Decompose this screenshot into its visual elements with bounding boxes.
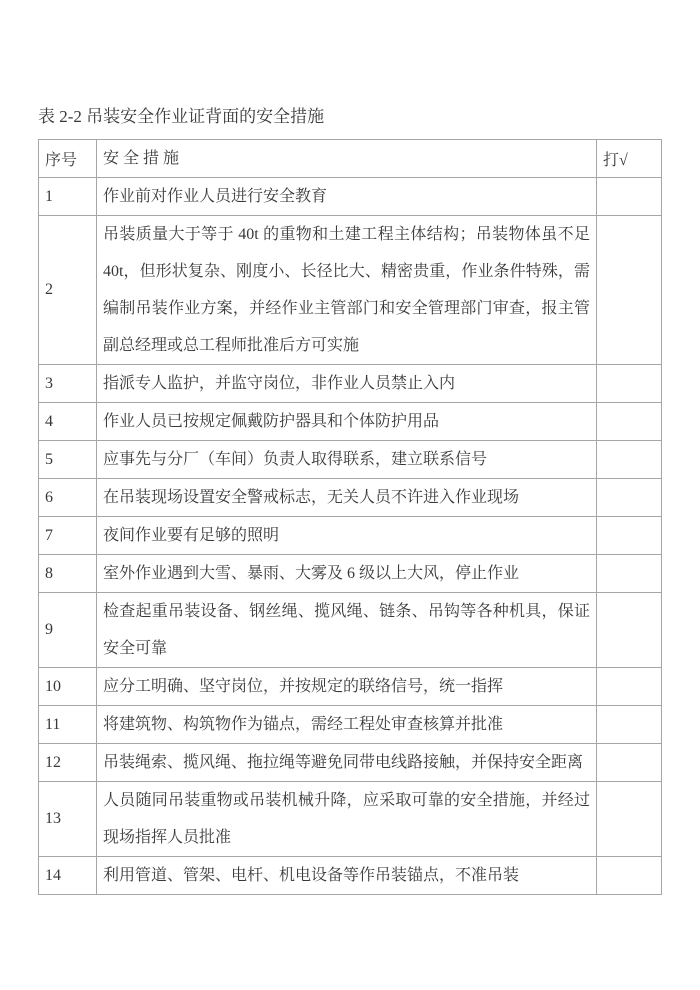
measure-text-cell: 将建筑物、构筑物作为锚点，需经工程处审查核算并批准: [97, 706, 597, 744]
table-row: [39, 744, 662, 782]
measure-text-cell: 应事先与分厂（车间）负责人取得联系，建立联系信号: [97, 441, 597, 479]
row-number-cell: 6: [39, 479, 97, 517]
table-row: [39, 706, 662, 744]
table-row: [39, 782, 662, 857]
table-caption: 表 2-2 吊装安全作业证背面的安全措施: [38, 107, 325, 126]
check-mark-cell: [597, 365, 662, 403]
safety-measures-table: [38, 139, 662, 895]
check-mark-cell: [597, 216, 662, 365]
check-mark-cell: [597, 441, 662, 479]
row-number-cell: 4: [39, 403, 97, 441]
table-row: [39, 216, 662, 365]
table-row: [39, 365, 662, 403]
check-mark-cell: [597, 479, 662, 517]
row-number-cell: 9: [39, 593, 97, 668]
table-row: [39, 555, 662, 593]
check-mark-cell: [597, 782, 662, 857]
measure-text-cell: 吊装绳索、揽风绳、拖拉绳等避免同带电线路接触，并保持安全距离: [97, 744, 597, 782]
measure-text-cell: 检查起重吊装设备、钢丝绳、揽风绳、链条、吊钩等各种机具，保证安全可靠: [97, 593, 597, 668]
row-number-cell: 12: [39, 744, 97, 782]
row-number-cell: 13: [39, 782, 97, 857]
row-number-cell: 7: [39, 517, 97, 555]
row-number-cell: 10: [39, 668, 97, 706]
row-number-cell: 1: [39, 178, 97, 216]
row-number-cell: 14: [39, 857, 97, 895]
measure-text-cell: 应分工明确、坚守岗位，并按规定的联络信号，统一指挥: [97, 668, 597, 706]
table-row: [39, 593, 662, 668]
measure-text-cell: 室外作业遇到大雪、暴雨、大雾及 6 级以上大风，停止作业: [97, 555, 597, 593]
table-row: [39, 668, 662, 706]
check-mark-cell: [597, 668, 662, 706]
check-mark-cell: [597, 744, 662, 782]
check-mark-cell: [597, 857, 662, 895]
row-number-cell: 8: [39, 555, 97, 593]
row-number-cell: 2: [39, 216, 97, 365]
measure-text-cell: 吊装质量大于等于 40t 的重物和土建工程主体结构；吊装物体虽不足 40t，但形状复杂、刚度小、长径比大、精密贵重，作业条件特殊，需编制吊装作业方案，并经作业主管部门和安全管理部门审查，报主管副总经理或总工程师批准后方可实施: [97, 216, 597, 365]
check-mark-cell: [597, 706, 662, 744]
column-header-measure: 安 全 措 施: [97, 140, 597, 178]
table-row: [39, 441, 662, 479]
check-mark-cell: [597, 178, 662, 216]
table-row: [39, 178, 662, 216]
table-row: [39, 857, 662, 895]
table-row: [39, 517, 662, 555]
measure-text-cell: 人员随同吊装重物或吊装机械升降，应采取可靠的安全措施，并经过现场指挥人员批准: [97, 782, 597, 857]
column-header-check: 打√: [597, 140, 662, 178]
column-header-number: 序号: [39, 140, 97, 178]
row-number-cell: 11: [39, 706, 97, 744]
check-mark-cell: [597, 403, 662, 441]
measure-text-cell: 利用管道、管架、电杆、机电设备等作吊装锚点，不准吊装: [97, 857, 597, 895]
table-row: [39, 479, 662, 517]
table-row: [39, 403, 662, 441]
table-header-row: [39, 140, 662, 178]
measure-text-cell: 作业前对作业人员进行安全教育: [97, 178, 597, 216]
row-number-cell: 5: [39, 441, 97, 479]
measure-text-cell: 夜间作业要有足够的照明: [97, 517, 597, 555]
check-mark-cell: [597, 593, 662, 668]
measure-text-cell: 指派专人监护，并监守岗位，非作业人员禁止入内: [97, 365, 597, 403]
check-mark-cell: [597, 517, 662, 555]
measure-text-cell: 在吊装现场设置安全警戒标志，无关人员不许进入作业现场: [97, 479, 597, 517]
check-mark-cell: [597, 555, 662, 593]
row-number-cell: 3: [39, 365, 97, 403]
measure-text-cell: 作业人员已按规定佩戴防护器具和个体防护用品: [97, 403, 597, 441]
